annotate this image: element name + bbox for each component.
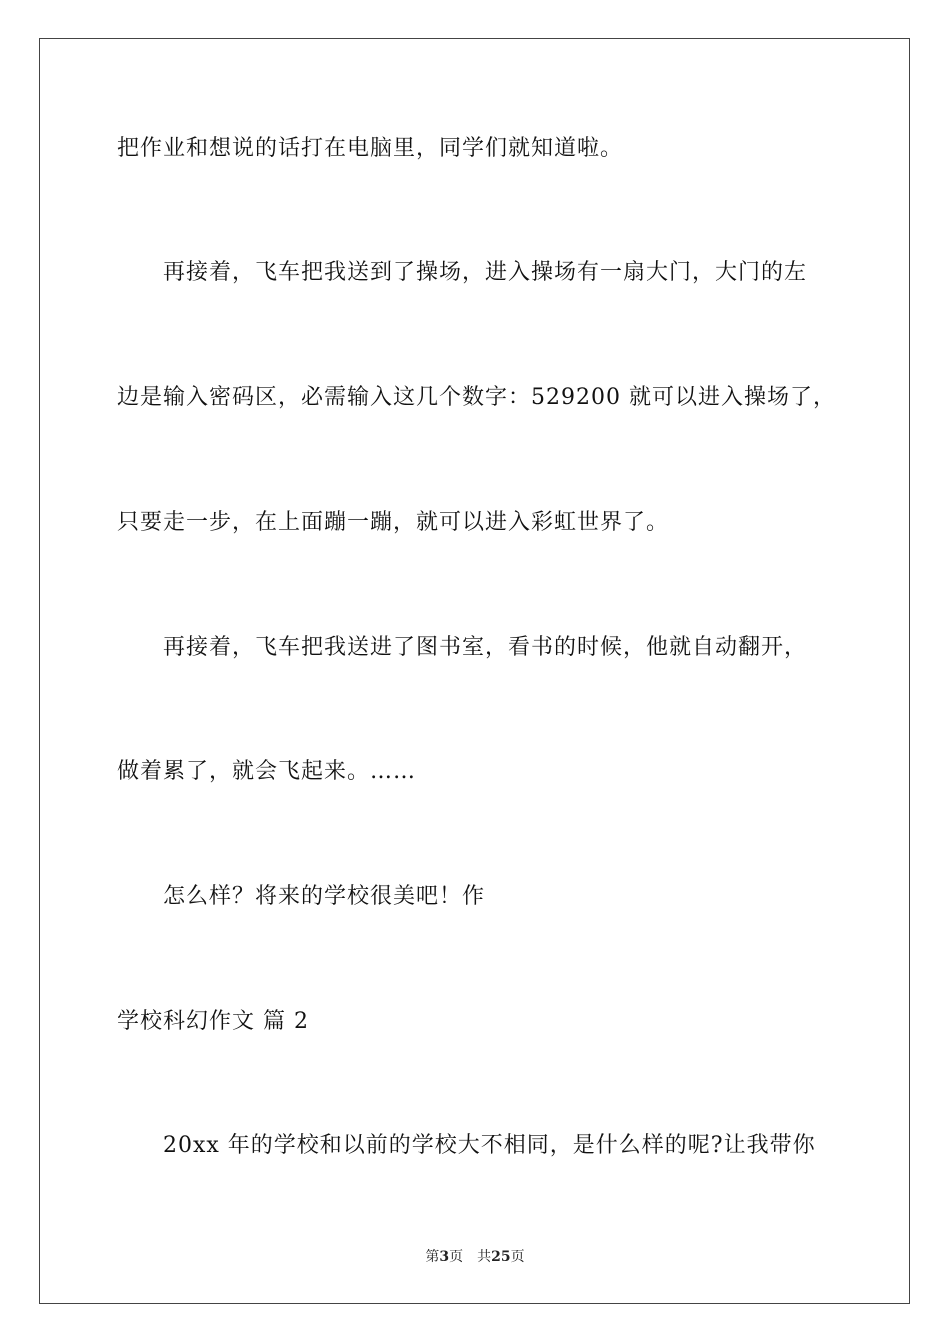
paragraph-line: 把作业和想说的话打在电脑里，同学们就知道啦。	[117, 136, 624, 161]
total-pages: 25	[491, 1249, 511, 1265]
paragraph-line: 怎么样？将来的学校很美吧！作	[163, 884, 486, 909]
page-number: 3	[439, 1249, 450, 1265]
page-suffix: 页	[449, 1249, 464, 1265]
total-suffix: 页	[510, 1249, 525, 1265]
page-border	[39, 38, 910, 1304]
paragraph-line: 边是输入密码区，必需输入这几个数字：529200 就可以进入操场了，	[117, 385, 836, 410]
paragraph-line: 只要走一步，在上面蹦一蹦，就可以进入彩虹世界了。	[117, 510, 670, 535]
paragraph-line: 再接着，飞车把我送到了操场，进入操场有一扇大门，大门的左	[163, 260, 808, 285]
paragraph-line: 再接着，飞车把我送进了图书室，看书的时候，他就自动翻开，	[163, 635, 808, 660]
total-prefix: 共	[477, 1249, 492, 1265]
section-heading: 学校科幻作文 篇 2	[117, 1009, 309, 1034]
page-prefix: 第	[425, 1249, 440, 1265]
paragraph-line: 做着累了，就会飞起来。……	[117, 759, 417, 784]
page-footer	[0, 1248, 950, 1266]
paragraph-line: 20xx 年的学校和以前的学校大不相同，是什么样的呢?让我带你	[163, 1133, 816, 1158]
